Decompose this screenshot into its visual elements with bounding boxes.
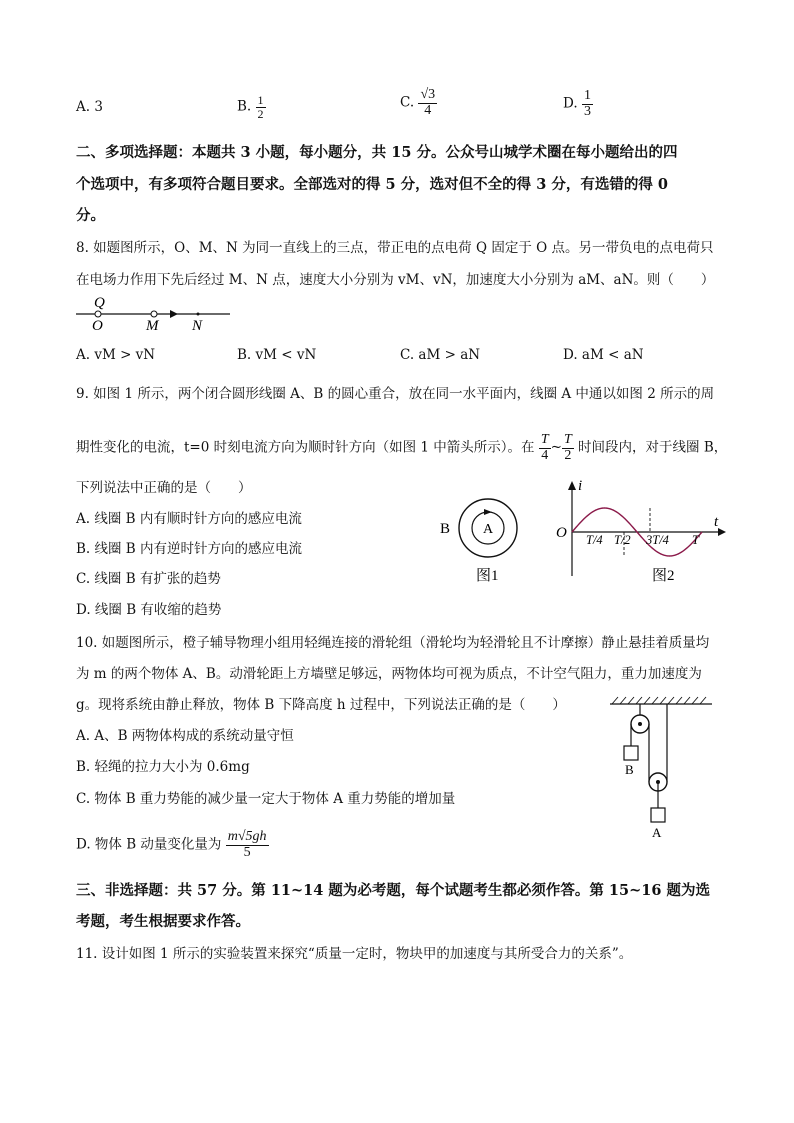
- q9-fig2-tick-t2: T/2: [614, 533, 631, 547]
- q7-option-c: [400, 88, 437, 118]
- q8-stem-line2: 在电场力作用下先后经过 M、N 点，速度大小分别为 vM、vN，加速度大小分别为 aM、aN。则（ ）: [76, 272, 715, 288]
- q9-interval-start: [539, 433, 551, 463]
- q10-d-num: m√5gh: [227, 829, 267, 844]
- q10-stem-line2: 为 m 的两个物体 A、B。动滑轮距上方墙壁足够远，两物体均可视为质点，不计空气阻力，重力加速度为: [76, 666, 702, 682]
- q9-fig2-label-origin: O: [556, 525, 567, 541]
- q7-option-a: A. 3: [76, 99, 103, 115]
- q9-clockwise-arrow-icon: [484, 509, 492, 515]
- q8-point-o: [95, 311, 101, 317]
- q9-fig1-caption: 图1: [476, 568, 499, 584]
- q8-point-m: [151, 311, 157, 317]
- q8-point-n: [197, 313, 200, 316]
- q10-stem-line1: 10. 如题图所示，橙子辅导物理小组用轻绳连接的滑轮组（滑轮均为轻滑轮且不计摩擦）静止悬挂着质量均: [76, 635, 710, 651]
- q7-option-d-label: D.: [563, 95, 578, 112]
- q8-label-m: M: [146, 318, 159, 334]
- q10-fixed-pulley-axle: [638, 722, 642, 726]
- q9-fig1-label-a: A: [483, 522, 494, 537]
- q9-fig2-t-arrow-icon: [718, 528, 726, 536]
- q7-d-den: 3: [583, 103, 591, 119]
- q9-stem-line1: 9. 如图 1 所示，两个闭合圆形线圈 A、B 的圆心重合，放在同一水平面内，线圈 A 中通以如图 2 所示的周: [76, 386, 715, 402]
- section3-line2: 考题，考生根据要求作答。: [76, 913, 250, 930]
- section2-line2: 个选项中，有多项符合题目要求。全部选对的得 5 分，选对但不全的得 3 分，有选错的得 0: [76, 176, 669, 193]
- q9-stem-line2-a: 期性变化的电流，t=0 时刻电流方向为顺时针方向（如图 1 中箭头所示）。在: [76, 439, 535, 456]
- q9-option-b: B. 线圈 B 内有逆时针方向的感应电流: [76, 541, 303, 557]
- q8-option-b: B. vM < vN: [237, 347, 317, 363]
- q10-block-b: [624, 746, 638, 760]
- q8-arrow-icon: [170, 310, 178, 318]
- section3-line1: 三、非选择题：共 57 分。第 11~14 题为必考题，每个试题考生都必须作答。第 15~16 题为选: [76, 882, 710, 899]
- q9-t1-den: 4: [541, 447, 549, 463]
- q9-fig2-tick-3t4: 3T/4: [646, 533, 669, 547]
- q7-option-c-label: C.: [400, 94, 415, 111]
- q9-figure1-coils: [432, 490, 532, 585]
- q7-b-num: 1: [257, 93, 264, 107]
- q10-block-a: [651, 808, 665, 822]
- q9-fig2-i-arrow-icon: [568, 481, 576, 490]
- q10-d-den: 5: [243, 844, 251, 860]
- q7-d-num: 1: [583, 88, 591, 103]
- q8-option-d: D. aM < aN: [563, 347, 644, 363]
- q9-option-a: A. 线圈 B 内有顺时针方向的感应电流: [76, 511, 302, 527]
- q10-stem-line3: g。现将系统由静止释放，物体 B 下降高度 h 过程中，下列说法正确的是（ ）: [76, 697, 566, 713]
- q10-option-c: C. 物体 B 重力势能的减少量一定大于物体 A 重力势能的增加量: [76, 791, 456, 807]
- q9-fig2-caption: 图2: [652, 568, 675, 584]
- q8-label-o: O: [92, 318, 103, 334]
- q10-pulley-figure: [606, 694, 722, 842]
- q9-option-d: D. 线圈 B 有收缩的趋势: [76, 602, 222, 618]
- q7-c-num: √3: [420, 87, 436, 102]
- q7-option-d: [563, 89, 593, 119]
- q10-option-b: B. 轻绳的拉力大小为 0.6mg: [76, 759, 250, 775]
- q9-t1-num: T: [540, 432, 549, 447]
- q10-option-d-label: D. 物体 B 动量变化量为: [76, 836, 222, 853]
- q8-option-a: A. vM > vN: [76, 347, 156, 363]
- q9-stem-line2-b: 时间段内，对于线圈 B，: [578, 439, 728, 456]
- q8-stem-line1: 8. 如题图所示，O、M、N 为同一直线上的三点，带正电的点电荷 Q 固定于 O 点。另一带负电的点电荷只: [76, 240, 714, 256]
- q9-stem-line3: 下列说法中正确的是（ ）: [76, 480, 252, 496]
- q9-t2-num: T: [563, 432, 572, 447]
- q8-label-n: N: [192, 318, 203, 334]
- q11-stem-line1: 11. 设计如图 1 所示的实验装置来探究“质量一定时，物块甲的加速度与其所受合力的关系”。: [76, 946, 633, 962]
- q7-option-c-fraction: [418, 88, 437, 118]
- q7-option-b-label: B.: [237, 98, 252, 115]
- q7-option-d-fraction: [582, 89, 593, 119]
- q10-ceiling-hatch: [612, 697, 706, 704]
- q7-option-b-fraction: [256, 94, 266, 120]
- q8-label-q: Q: [94, 295, 105, 311]
- q10-option-d-fraction: [226, 830, 269, 860]
- q9-fig2-label-t: t: [714, 514, 719, 530]
- q10-label-b: B: [625, 762, 634, 777]
- q9-fig2-tick-t4: T/4: [586, 533, 603, 547]
- q7-b-den: 2: [257, 106, 264, 121]
- q9-interval-end: [562, 433, 574, 463]
- section2-line3: 分。: [76, 207, 105, 224]
- q9-figure2-current-graph: [552, 476, 732, 588]
- q8-charge-line-figure: [74, 292, 234, 334]
- section2-line1: 二、多项选择题：本题共 3 小题，每小题分，共 15 分。公众号山城学术圈在每小题给出的四: [76, 144, 678, 161]
- q10-label-a: A: [652, 825, 662, 840]
- q9-fig1-label-b: B: [440, 521, 451, 537]
- q9-fig2-tick-t: T: [692, 533, 699, 547]
- q9-stem-line2: [76, 433, 727, 463]
- q9-fig2-label-i: i: [578, 478, 583, 494]
- q9-t2-den: 2: [564, 447, 572, 463]
- q9-option-c: C. 线圈 B 有扩张的趋势: [76, 571, 221, 587]
- q7-option-b: [237, 94, 266, 120]
- q9-interval-sep: ~: [550, 439, 562, 456]
- q10-option-a: A. A、B 两物体构成的系统动量守恒: [76, 728, 294, 744]
- q7-c-den: 4: [424, 102, 432, 118]
- q10-option-d: [76, 830, 269, 860]
- q8-option-c: C. aM > aN: [400, 347, 481, 363]
